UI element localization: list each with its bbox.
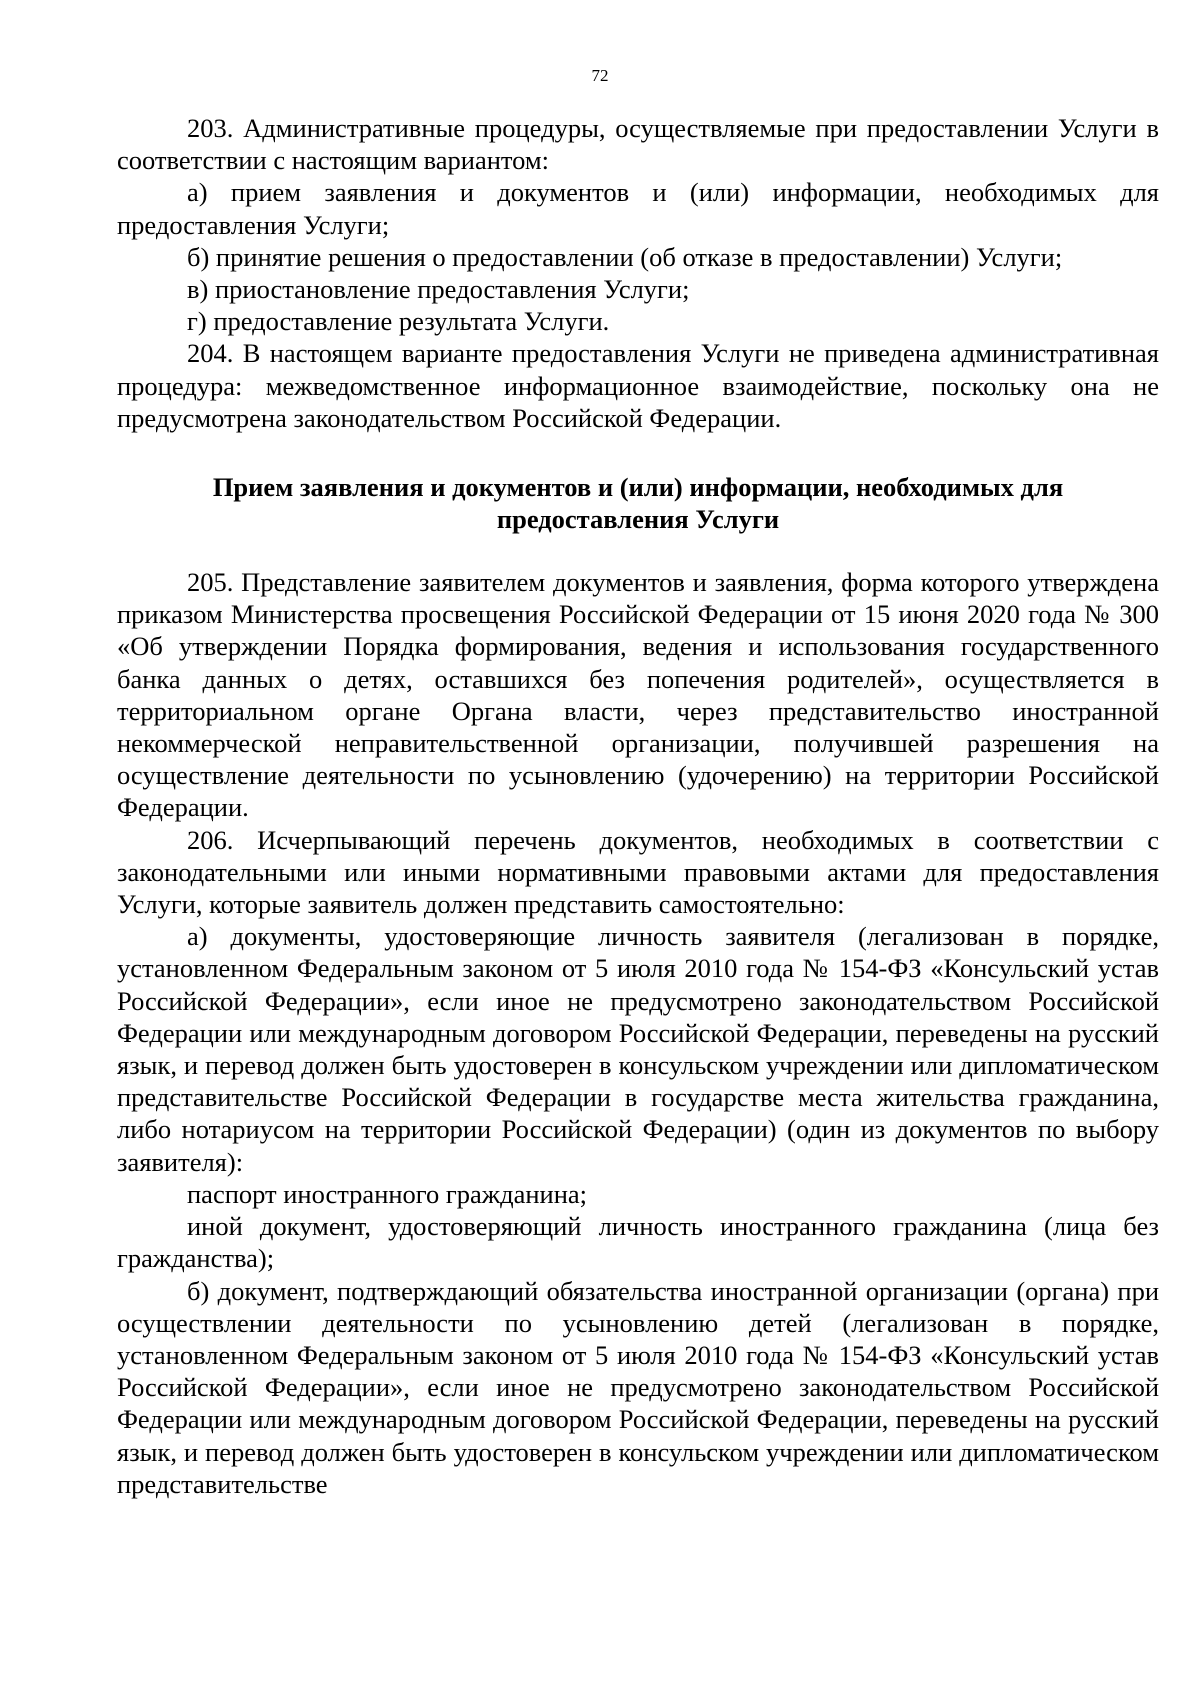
paragraph-203: 203. Административные процедуры, осуществляемые при предоставлении Услуги в соответствии с настоящим вариантом: bbox=[117, 113, 1159, 176]
list-item-a: а) прием заявления и документов и (или) информации, необходимых для предоставления Услуги; bbox=[117, 177, 1159, 240]
list-item-206-a: а) документы, удостоверяющие личность заявителя (легализован в порядке, установленном Федеральным законом от 5 июля 2010 года № 154-ФЗ «Консульский устав Российской Федерации», если иное не предусмотрено законодательством Российской Федерации или международным договором Российской Федерации, переведены на русский язык, и перевод должен быть удостоверен в консульском учреждении или дипломатическом представительстве Российской Федерации в государстве места жительства гражданина, либо нотариусом на территории Российской Федерации) (один из документов по выбору заявителя): bbox=[117, 921, 1159, 1177]
paragraph-204: 204. В настоящем варианте предоставления Услуги не приведена административная процедура: межведомственное информационное взаимодействие, поскольку она не предусмотрена законодательством Российской Федерации. bbox=[117, 338, 1159, 433]
list-item-v: в) приостановление предоставления Услуги; bbox=[187, 274, 690, 305]
list-item-other-id: иной документ, удостоверяющий личность иностранного гражданина (лица без гражданства); bbox=[117, 1211, 1159, 1274]
list-item-passport: паспорт иностранного гражданина; bbox=[187, 1178, 587, 1209]
list-item-b: б) принятие решения о предоставлении (об отказе в предоставлении) Услуги; bbox=[187, 241, 1063, 272]
paragraph-205: 205. Представление заявителем документов и заявления, форма которого утверждена приказом Министерства просвещения Российской Федерации от 15 июня 2020 года № 300 «Об утверждении Порядка формирования, ведения и использования государственного банка данных о детях, оставшихся без попечения родителей», осуществляется в территориальном органе Органа власти, через представительство иностранной некоммерческой неправительственной организации, получившей разрешения на осуществление деятельности по усыновлению (удочерению) на территории Российской Федерации. bbox=[117, 567, 1159, 823]
list-item-206-b: б) документ, подтверждающий обязательства иностранной организации (органа) при осуществлении деятельности по усыновлению детей (легализован в порядке, установленном Федеральным законом от 5 июля 2010 года № 154-ФЗ «Консульский устав Российской Федерации», если иное не предусмотрено законодательством Российской Федерации или международным договором Российской Федерации, переведены на русский язык, и перевод должен быть удостоверен в консульском учреждении или дипломатическом представительстве bbox=[117, 1275, 1159, 1499]
list-item-g: г) предоставление результата Услуги. bbox=[187, 306, 610, 337]
page-number: 72 bbox=[591, 66, 609, 85]
paragraph-206: 206. Исчерпывающий перечень документов, необходимых в соответствии с законодательными или иными нормативными правовыми актами для предоставления Услуги, которые заявитель должен представить самостоятельно: bbox=[117, 824, 1159, 920]
document-body bbox=[117, 112, 1159, 1500]
section-heading: Прием заявления и документов и (или) информации, необходимых для предоставления Услуги bbox=[212, 472, 1064, 535]
